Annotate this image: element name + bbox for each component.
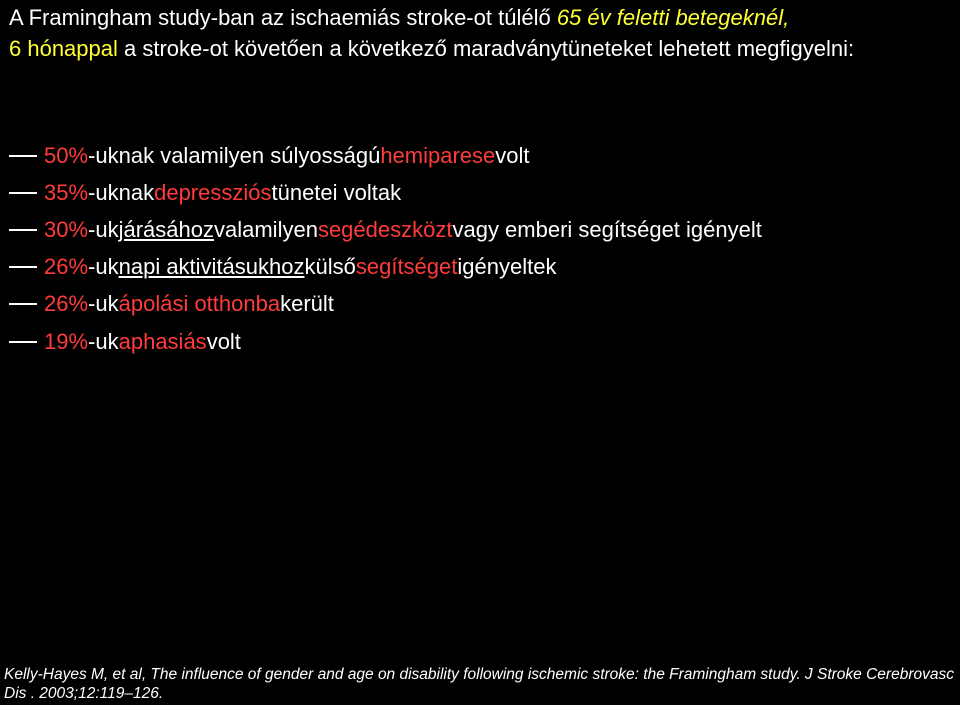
highlight-term: aphasiás: [118, 328, 207, 354]
item-text: volt: [495, 142, 530, 168]
highlight-term: hemiparese: [380, 142, 496, 168]
item-text: tünetei voltak: [271, 179, 402, 205]
highlight-term: ápolási otthonba: [118, 291, 281, 317]
intro-highlight-age: 65 év feletti betegeknél,: [556, 5, 790, 30]
intro-text-2: a stroke-ot követően a következő maradványtüneteket lehetett megfigyelni:: [117, 36, 855, 61]
item-text: -uknak valamilyen súlyosságú: [88, 142, 381, 168]
findings-list: [9, 137, 954, 360]
highlight-term: depressziós: [154, 179, 272, 205]
dash-bullet-icon: [9, 266, 37, 268]
item-text: külső: [304, 254, 356, 280]
item-text: igényeltek: [457, 254, 557, 280]
list-item: [9, 137, 954, 174]
list-item: [9, 249, 954, 286]
item-text: -uk: [88, 254, 119, 280]
item-text: volt: [206, 328, 241, 354]
highlight-term: segítséget: [355, 254, 458, 280]
percentage: 30%: [44, 216, 89, 242]
list-item: [9, 323, 954, 360]
reference-citation: Kelly-Hayes M, et al, The influence of gender and age on disability following ischemic stroke: the Framingham study. J Stroke Cerebrovasc Dis . 2003;12:119–126.: [4, 666, 954, 702]
dash-bullet-icon: [9, 229, 37, 231]
percentage: 26%: [44, 254, 89, 280]
list-item: [9, 211, 954, 248]
highlight-term: segédeszközt: [317, 216, 453, 242]
item-text: -uk: [88, 291, 119, 317]
percentage: 50%: [44, 142, 89, 168]
intro-paragraph: [9, 2, 954, 64]
percentage: 19%: [44, 328, 89, 354]
item-text: vagy emberi segítséget igényelt: [452, 216, 762, 242]
item-text: -uk: [88, 328, 119, 354]
intro-text-1: A Framingham study-ban az ischaemiás stroke-ot túlélő: [9, 5, 557, 30]
dash-bullet-icon: [9, 155, 37, 157]
dash-bullet-icon: [9, 341, 37, 343]
underlined-term: járásához: [118, 216, 214, 242]
list-item: [9, 286, 954, 323]
underlined-term: napi aktivitásukhoz: [118, 254, 305, 280]
dash-bullet-icon: [9, 192, 37, 194]
intro-highlight-time: 6 hónappal: [9, 36, 118, 61]
item-text: került: [280, 291, 334, 317]
dash-bullet-icon: [9, 303, 37, 305]
item-text: valamilyen: [214, 216, 318, 242]
item-text: -uk: [88, 216, 119, 242]
percentage: 35%: [44, 179, 89, 205]
percentage: 26%: [44, 291, 89, 317]
item-text: -uknak: [88, 179, 155, 205]
list-item: [9, 174, 954, 211]
